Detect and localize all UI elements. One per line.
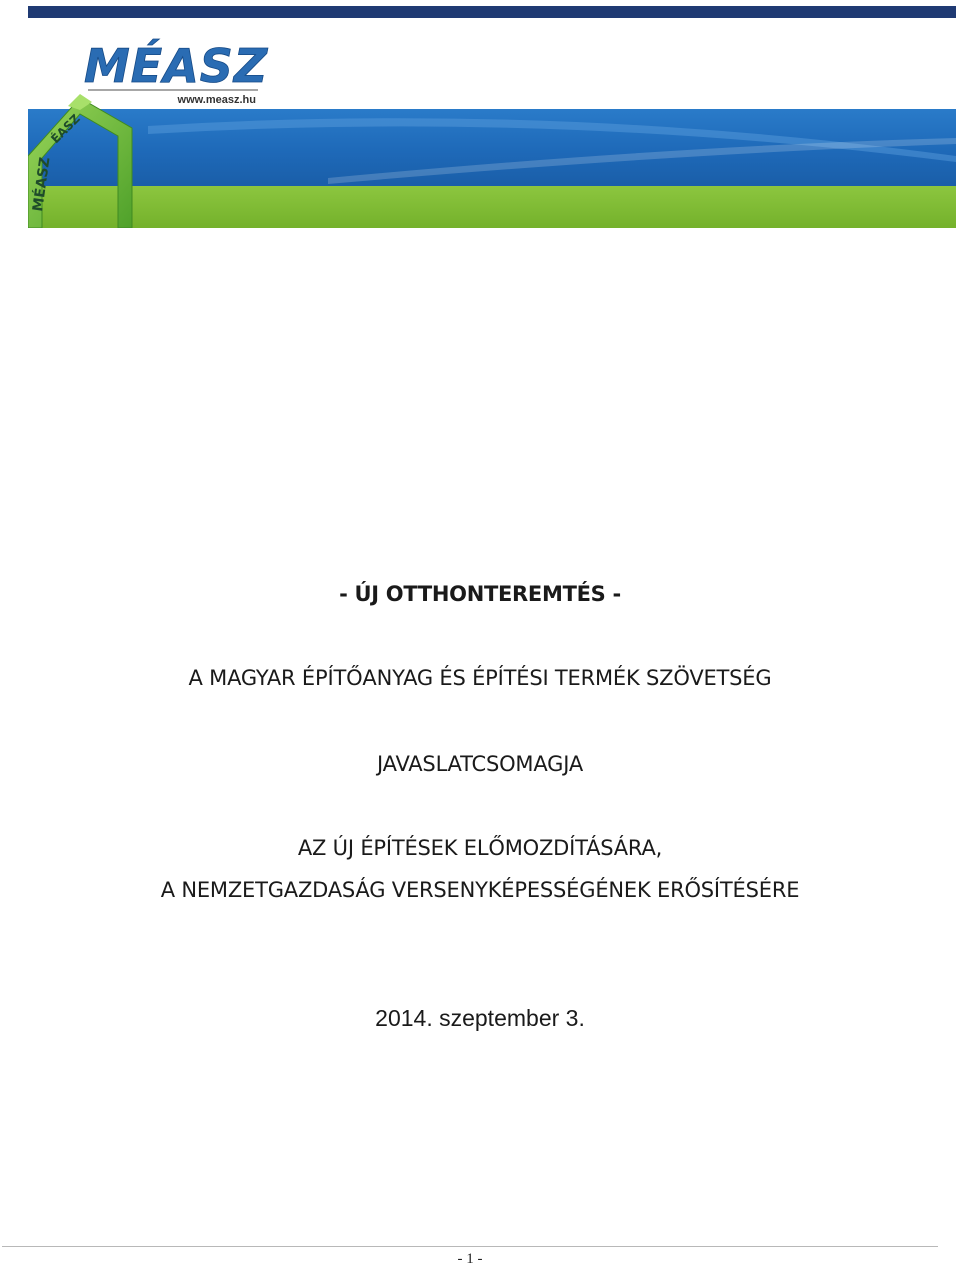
header-top-bar (28, 6, 956, 18)
document-date: 2014. szeptember 3. (375, 1005, 585, 1031)
logo-url: www.measz.hu (177, 94, 256, 106)
document-title-line-4: A NEMZETGAZDASÁG VERSENYKÉPESSÉGÉNEK ERŐSÍTÉSÉRE (160, 878, 800, 902)
document-subtitle: - ÚJ OTTHONTEREMTÉS - (339, 582, 621, 606)
page-number: - 1 - (457, 1251, 483, 1267)
footer-divider (2, 1246, 938, 1247)
header-banner-graphic (28, 6, 956, 228)
document-title-line-3: AZ ÚJ ÉPÍTÉSEK ELŐMOZDÍTÁSÁRA, (297, 836, 663, 860)
document-title-line-2: JAVASLATCSOMAGJA (377, 752, 583, 776)
document-title-line-1: A MAGYAR ÉPÍTŐANYAG ÉS ÉPÍTÉSI TERMÉK SZÖVETSÉG (188, 666, 772, 690)
header-banner (28, 6, 956, 228)
house-logo-letters: MÉASZ (30, 156, 54, 213)
svg-text:ÉASZ: ÉASZ (48, 111, 83, 147)
header-green-band (28, 186, 956, 228)
logo-text: MÉASZ (84, 39, 269, 93)
